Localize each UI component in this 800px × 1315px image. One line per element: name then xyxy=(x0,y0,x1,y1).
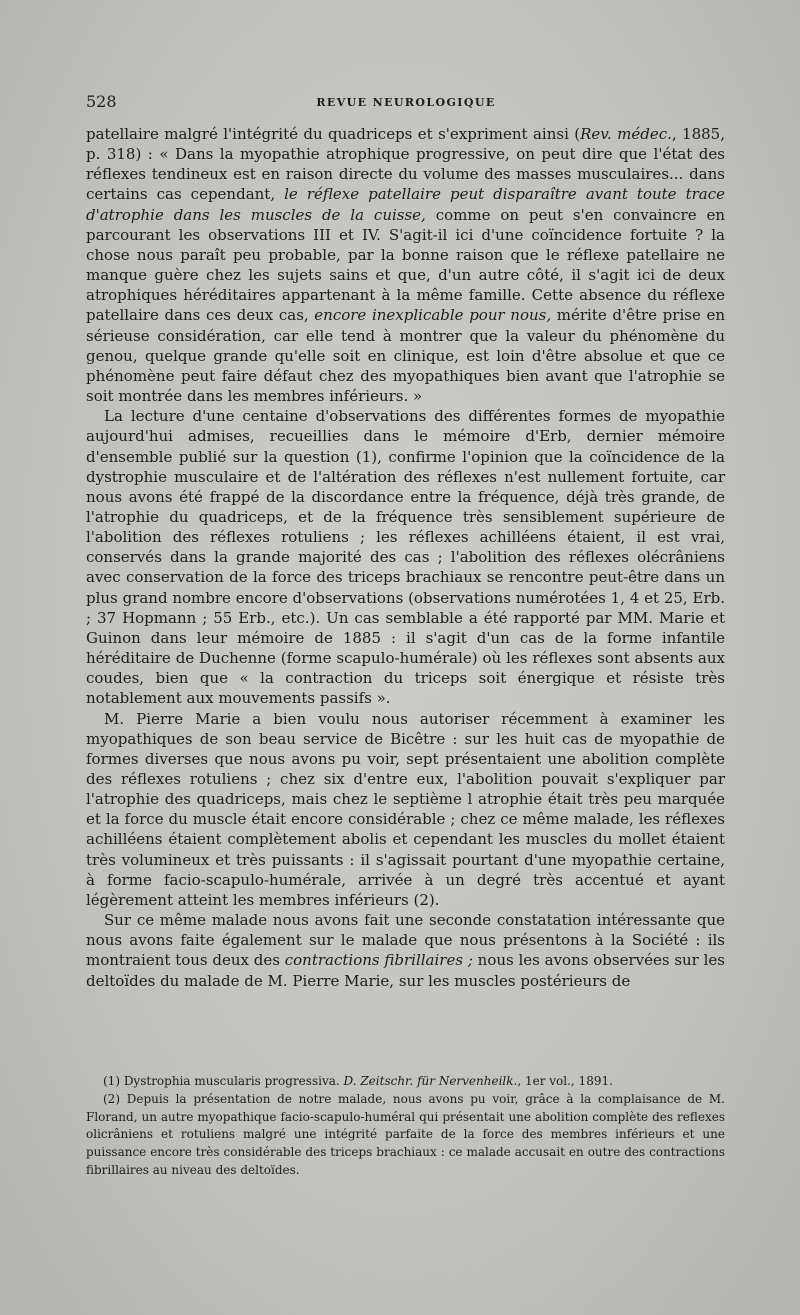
paragraph-3: M. Pierre Marie a bien voulu nous autoriser récemment à examiner les myopathiques de son beau service de Bicêtre : sur les huit cas de myopathie de formes diverses que nous avons pu voir, sept présentaient une abolition complète des réflexes rotuliens ; chez six d'entre eux, l'abolition pouvait s'expliquer par l'atrophie des quadriceps, mais chez le septième l atrophie était très peu marquée et la force du muscle était encore considérable ; chez ce même malade, les réflexes achilléens étaient complètement abolis et cependant les muscles du mollet étaient très volumineux et très puissants : il s'agissait pourtant d'une myopathie certaine, à forme facio-scapulo-humérale, arrivée à un degré très accentué et ayant légèrement atteint les membres inférieurs (2). xyxy=(86,709,725,909)
paragraph-4-italic-phrase: contractions fibrillaires ; xyxy=(284,951,473,970)
paragraph-4-text-b: nous les avons observées sur les deltoïdes du malade de M. Pierre Marie, sur les muscles postérieurs de xyxy=(86,951,726,990)
page-header xyxy=(86,92,726,114)
footnote-1 xyxy=(86,1073,725,1091)
footnote-1-text-a: (1) Dystrophia muscularis progressiva. xyxy=(103,1074,344,1088)
paragraph-2: La lecture d'une centaine d'observations des différentes formes de myopathie aujourd'hui admises, recueillies dans le mémoire d'Erb, dernier mémoire d'ensemble publié sur la question (1), confirme l'opinion que la coïncidence de la dystrophie musculaire et de l'altération des réflexes n'est nullement fortuite, car nous avons été frappé de la discordance entre la fréquence, déjà très grande, de l'atrophie du quadriceps, et de la fréquence très sensiblement supérieure de l'abolition des réflexes rotuliens ; les réflexes achilléens étaient, il est vrai, conservés dans la grande majorité des cas ; l'abolition des réflexes olécrâniens avec conservation de la force des triceps brachiaux se rencontre peut-être dans un plus grand nombre encore d'observations (observations numérotées 1, 4 et 25, Erb. ; 37 Hopmann ; 55 Erb., etc.). Un cas semblable a été rapporté par MM. Marie et Guinon dans leur mémoire de 1885 : il s'agit d'un cas de la forme infantile héréditaire de Duchenne (forme scapulo-humérale) où les réflexes sont absents aux coudes, bien que « la contraction du triceps soit énergique et résiste très notablement aux mouvements passifs ». xyxy=(86,407,725,708)
paragraph-1-italic-phrase: encore inexplicable pour nous, xyxy=(314,306,552,325)
footnote-1-text-b: , 1er vol., 1891. xyxy=(517,1074,613,1088)
paragraph-1-italic-quote: le réflexe patellaire peut disparaître avant toute trace d'atrophie dans les muscles de la cuisse, xyxy=(86,185,725,224)
paragraph-1-text-b: , 1885, p. 318) : « Dans la myopathie atrophique progressive, on peut dire que l'état des réflexes tendineux est en raison directe du volume des masses musculaires... dans certains cas cependant, xyxy=(86,125,725,204)
page-number: 528 xyxy=(86,92,117,111)
footnotes xyxy=(86,1073,725,1180)
paragraph-1-text-c: comme on peut s'en convaincre en parcourant les observations III et IV. S'agit-il ici d'une coïncidence fortuite ? la chose nous paraît peu probable, par la bonne raison que le réflexe patellaire ne manque guère chez les sujets sains et que, d'un autre côté, il s'agit ici de deux atrophiques héréditaires appartenant à la même famille. Cette absence du réflexe patellaire dans ces deux cas, xyxy=(86,205,725,325)
footnote-1-journal: D. Zeitschr. für Nervenheilk. xyxy=(343,1074,518,1088)
paragraph-1-text-d: mérite d'être prise en sérieuse considération, car elle tend à montrer que la valeur du phénomène du genou, quelque grande qu'elle soit en clinique, est loin d'être absolue et que ce phénomène peut faire défaut chez des myopathiques bien avant que l'atrophie se soit montrée dans les membres inférieurs. » xyxy=(86,306,725,406)
running-title: REVUE NEUROLOGIQUE xyxy=(316,96,496,109)
paragraph-4-text-a: Sur ce même malade nous avons fait une seconde constatation intéressante que nous avons faite également sur le malade que nous présentons à la Société : ils montraient tous deux des xyxy=(86,911,725,970)
paragraph-1 xyxy=(86,124,725,406)
footnote-2: (2) Depuis la présentation de notre malade, nous avons pu voir, grâce à la complaisance de M. Florand, un autre myopathique facio-scapulo-huméral qui présentait une abolition complète des reflexes olicrâniens et rotuliens malgré une intégrité parfaite de la force des membres inférieurs et une puissance encore très considérable des triceps brachiaux : ce malade accusait en outre des contractions fibrillaires au niveau des deltoïdes. xyxy=(86,1091,725,1177)
paragraph-1-journal-ref: Rev. médec. xyxy=(580,125,672,143)
body-text xyxy=(86,124,725,991)
paragraph-4 xyxy=(86,910,725,991)
paragraph-1-text-a: patellaire malgré l'intégrité du quadriceps et s'expriment ainsi ( xyxy=(86,125,581,143)
